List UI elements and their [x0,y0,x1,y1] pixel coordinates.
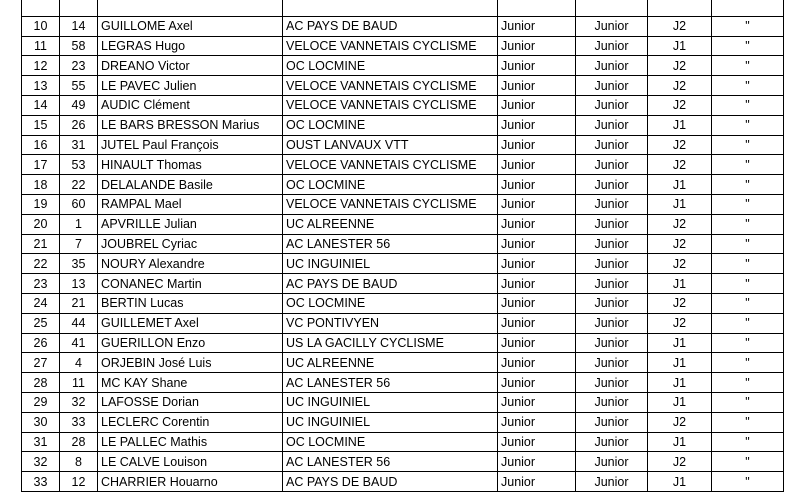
gap-cell: " [712,392,784,412]
club-cell: UC INGUINIEL [283,392,498,412]
category-cell: Junior [498,76,576,96]
age-category-cell: J1 [648,353,712,373]
rider-name-cell: DREANO Victor [98,56,283,76]
rank-cell: 26 [22,333,60,353]
age-category-cell: J1 [648,115,712,135]
club-cell: OC LOCMINE [283,432,498,452]
bib-cell: 53 [60,155,98,175]
gap-cell: " [712,56,784,76]
table-row [22,254,784,274]
age-category-cell: J2 [648,313,712,333]
rank-cell: 22 [22,254,60,274]
rank-cell: 32 [22,452,60,472]
club-cell: AC PAYS DE BAUD [283,472,498,492]
bib-cell: 21 [60,293,98,313]
rank-cell: 23 [22,274,60,294]
category-cell: Junior [576,333,648,353]
table-row [22,194,784,214]
rider-name-cell: HINAULT Thomas [98,155,283,175]
table-row [22,392,784,412]
table-row [22,155,784,175]
bib-cell: 13 [60,274,98,294]
gap-cell: " [712,16,784,36]
club-cell: OC LOCMINE [283,175,498,195]
gap-cell: " [712,432,784,452]
gap-cell: " [712,194,784,214]
bib-cell: 60 [60,194,98,214]
rank-cell: 29 [22,392,60,412]
table-row [22,373,784,393]
rider-name-cell: LE PALLEC Mathis [98,432,283,452]
club-cell: UC ALREENNE [283,214,498,234]
age-category-cell: J1 [648,472,712,492]
club-cell: VC PONTIVYEN [283,313,498,333]
rank-cell: 24 [22,293,60,313]
rider-name-cell: MC KAY Shane [98,373,283,393]
bib-cell: 33 [60,412,98,432]
category-cell: Junior [576,36,648,56]
club-cell: UC INGUINIEL [283,254,498,274]
gap-cell: " [712,155,784,175]
gap-cell: " [712,36,784,56]
category-cell: Junior [576,373,648,393]
gap-cell: " [712,373,784,393]
rider-name-cell: LECLERC Corentin [98,412,283,432]
gap-cell: " [712,274,784,294]
category-cell: Junior [498,472,576,492]
gap-cell: " [712,135,784,155]
gap-cell [712,0,784,16]
gap-cell: " [712,115,784,135]
rider-name-cell [98,0,283,16]
bib-cell: 32 [60,392,98,412]
rider-name-cell: LEGRAS Hugo [98,36,283,56]
table-row [22,412,784,432]
age-category-cell: J2 [648,234,712,254]
table-row [22,135,784,155]
age-category-cell: J2 [648,254,712,274]
category-cell: Junior [498,115,576,135]
rider-name-cell: GUERILLON Enzo [98,333,283,353]
category-cell: Junior [576,76,648,96]
club-cell: VELOCE VANNETAIS CYCLISME [283,194,498,214]
club-cell: AC LANESTER 56 [283,373,498,393]
club-cell: AC LANESTER 56 [283,452,498,472]
age-category-cell: J2 [648,135,712,155]
bib-cell: 1 [60,214,98,234]
age-category-cell: J1 [648,373,712,393]
category-cell: Junior [498,353,576,373]
rank-cell: 18 [22,175,60,195]
rider-name-cell: CONANEC Martin [98,274,283,294]
rider-name-cell: NOURY Alexandre [98,254,283,274]
rider-name-cell: GUILLOME Axel [98,16,283,36]
rank-cell: 21 [22,234,60,254]
category-cell: Junior [498,333,576,353]
age-category-cell: J2 [648,214,712,234]
rank-cell: 15 [22,115,60,135]
rank-cell: 13 [22,76,60,96]
rider-name-cell: DELALANDE Basile [98,175,283,195]
category-cell: Junior [498,293,576,313]
bib-cell: 55 [60,76,98,96]
club-cell: VELOCE VANNETAIS CYCLISME [283,155,498,175]
category-cell: Junior [498,234,576,254]
table-row [22,115,784,135]
rider-name-cell: BERTIN Lucas [98,293,283,313]
rider-name-cell: LE PAVEC Julien [98,76,283,96]
age-category-cell: J1 [648,432,712,452]
age-category-cell [648,0,712,16]
table-row [22,293,784,313]
rank-cell: 19 [22,194,60,214]
table-row [22,0,784,16]
bib-cell: 4 [60,353,98,373]
bib-cell: 12 [60,472,98,492]
age-category-cell: J2 [648,293,712,313]
rider-name-cell: GUILLEMET Axel [98,313,283,333]
bib-cell: 8 [60,452,98,472]
gap-cell: " [712,333,784,353]
category-cell: Junior [498,412,576,432]
category-cell: Junior [576,472,648,492]
category-cell: Junior [576,56,648,76]
club-cell: AC LANESTER 56 [283,234,498,254]
bib-cell: 14 [60,16,98,36]
gap-cell: " [712,452,784,472]
bib-cell: 49 [60,95,98,115]
bib-cell: 28 [60,432,98,452]
club-cell: OC LOCMINE [283,293,498,313]
age-category-cell: J1 [648,36,712,56]
category-cell: Junior [576,214,648,234]
age-category-cell: J2 [648,452,712,472]
gap-cell: " [712,95,784,115]
table-row [22,56,784,76]
age-category-cell: J2 [648,412,712,432]
category-cell: Junior [498,274,576,294]
category-cell: Junior [498,194,576,214]
category-cell: Junior [498,452,576,472]
club-cell: UC ALREENNE [283,353,498,373]
club-cell: AC PAYS DE BAUD [283,16,498,36]
category-cell: Junior [576,452,648,472]
rank-cell: 30 [22,412,60,432]
rider-name-cell: LE BARS BRESSON Marius [98,115,283,135]
gap-cell: " [712,175,784,195]
rank-cell: 28 [22,373,60,393]
rank-cell: 10 [22,16,60,36]
category-cell: Junior [576,353,648,373]
bib-cell: 7 [60,234,98,254]
age-category-cell: J1 [648,194,712,214]
table-row [22,95,784,115]
category-cell [576,0,648,16]
bib-cell: 11 [60,373,98,393]
table-row [22,175,784,195]
age-category-cell: J1 [648,392,712,412]
category-cell: Junior [576,392,648,412]
category-cell: Junior [498,392,576,412]
category-cell: Junior [576,293,648,313]
gap-cell: " [712,214,784,234]
table-row [22,333,784,353]
age-category-cell: J2 [648,95,712,115]
category-cell: Junior [576,115,648,135]
rider-name-cell: LAFOSSE Dorian [98,392,283,412]
club-cell: VELOCE VANNETAIS CYCLISME [283,95,498,115]
club-cell [283,0,498,16]
category-cell: Junior [576,274,648,294]
category-cell: Junior [576,412,648,432]
category-cell: Junior [498,432,576,452]
bib-cell: 31 [60,135,98,155]
bib-cell: 58 [60,36,98,56]
club-cell: UC INGUINIEL [283,412,498,432]
results-body [22,0,784,491]
gap-cell: " [712,254,784,274]
table-row [22,16,784,36]
age-category-cell: J1 [648,333,712,353]
club-cell: OC LOCMINE [283,56,498,76]
category-cell: Junior [498,95,576,115]
gap-cell: " [712,412,784,432]
bib-cell: 35 [60,254,98,274]
category-cell: Junior [498,16,576,36]
rank-cell [22,0,60,16]
category-cell: Junior [576,313,648,333]
rider-name-cell: ORJEBIN José Luis [98,353,283,373]
bib-cell [60,0,98,16]
gap-cell: " [712,472,784,492]
rider-name-cell: LE CALVE Louison [98,452,283,472]
category-cell: Junior [576,254,648,274]
table-row [22,214,784,234]
table-row [22,432,784,452]
category-cell: Junior [576,432,648,452]
gap-cell: " [712,234,784,254]
gap-cell: " [712,353,784,373]
rank-cell: 16 [22,135,60,155]
age-category-cell: J2 [648,16,712,36]
bib-cell: 23 [60,56,98,76]
category-cell: Junior [498,56,576,76]
table-row [22,36,784,56]
rank-cell: 12 [22,56,60,76]
table-row [22,452,784,472]
table-row [22,472,784,492]
results-table [21,0,784,492]
club-cell: AC PAYS DE BAUD [283,274,498,294]
category-cell: Junior [498,373,576,393]
rank-cell: 33 [22,472,60,492]
gap-cell: " [712,313,784,333]
rider-name-cell: RAMPAL Mael [98,194,283,214]
category-cell: Junior [498,135,576,155]
table-row [22,234,784,254]
rider-name-cell: CHARRIER Houarno [98,472,283,492]
category-cell: Junior [498,155,576,175]
category-cell: Junior [576,234,648,254]
rank-cell: 14 [22,95,60,115]
rider-name-cell: JOUBREL Cyriac [98,234,283,254]
category-cell: Junior [576,95,648,115]
age-category-cell: J2 [648,155,712,175]
rank-cell: 31 [22,432,60,452]
category-cell: Junior [498,175,576,195]
club-cell: VELOCE VANNETAIS CYCLISME [283,76,498,96]
rider-name-cell: AUDIC Clément [98,95,283,115]
category-cell: Junior [498,313,576,333]
club-cell: US LA GACILLY CYCLISME [283,333,498,353]
table-row [22,353,784,373]
category-cell: Junior [576,194,648,214]
rank-cell: 27 [22,353,60,373]
rank-cell: 20 [22,214,60,234]
category-cell: Junior [498,254,576,274]
category-cell: Junior [576,175,648,195]
rank-cell: 25 [22,313,60,333]
gap-cell: " [712,76,784,96]
club-cell: OC LOCMINE [283,115,498,135]
rider-name-cell: APVRILLE Julian [98,214,283,234]
club-cell: OUST LANVAUX VTT [283,135,498,155]
rank-cell: 11 [22,36,60,56]
bib-cell: 26 [60,115,98,135]
age-category-cell: J1 [648,274,712,294]
rank-cell: 17 [22,155,60,175]
category-cell: Junior [576,155,648,175]
category-cell [498,0,576,16]
age-category-cell: J2 [648,56,712,76]
club-cell: VELOCE VANNETAIS CYCLISME [283,36,498,56]
bib-cell: 41 [60,333,98,353]
table-row [22,313,784,333]
category-cell: Junior [498,214,576,234]
age-category-cell: J1 [648,175,712,195]
gap-cell: " [712,293,784,313]
table-row [22,76,784,96]
category-cell: Junior [498,36,576,56]
bib-cell: 22 [60,175,98,195]
bib-cell: 44 [60,313,98,333]
rider-name-cell: JUTEL Paul François [98,135,283,155]
table-row [22,274,784,294]
category-cell: Junior [576,16,648,36]
category-cell: Junior [576,135,648,155]
age-category-cell: J2 [648,76,712,96]
